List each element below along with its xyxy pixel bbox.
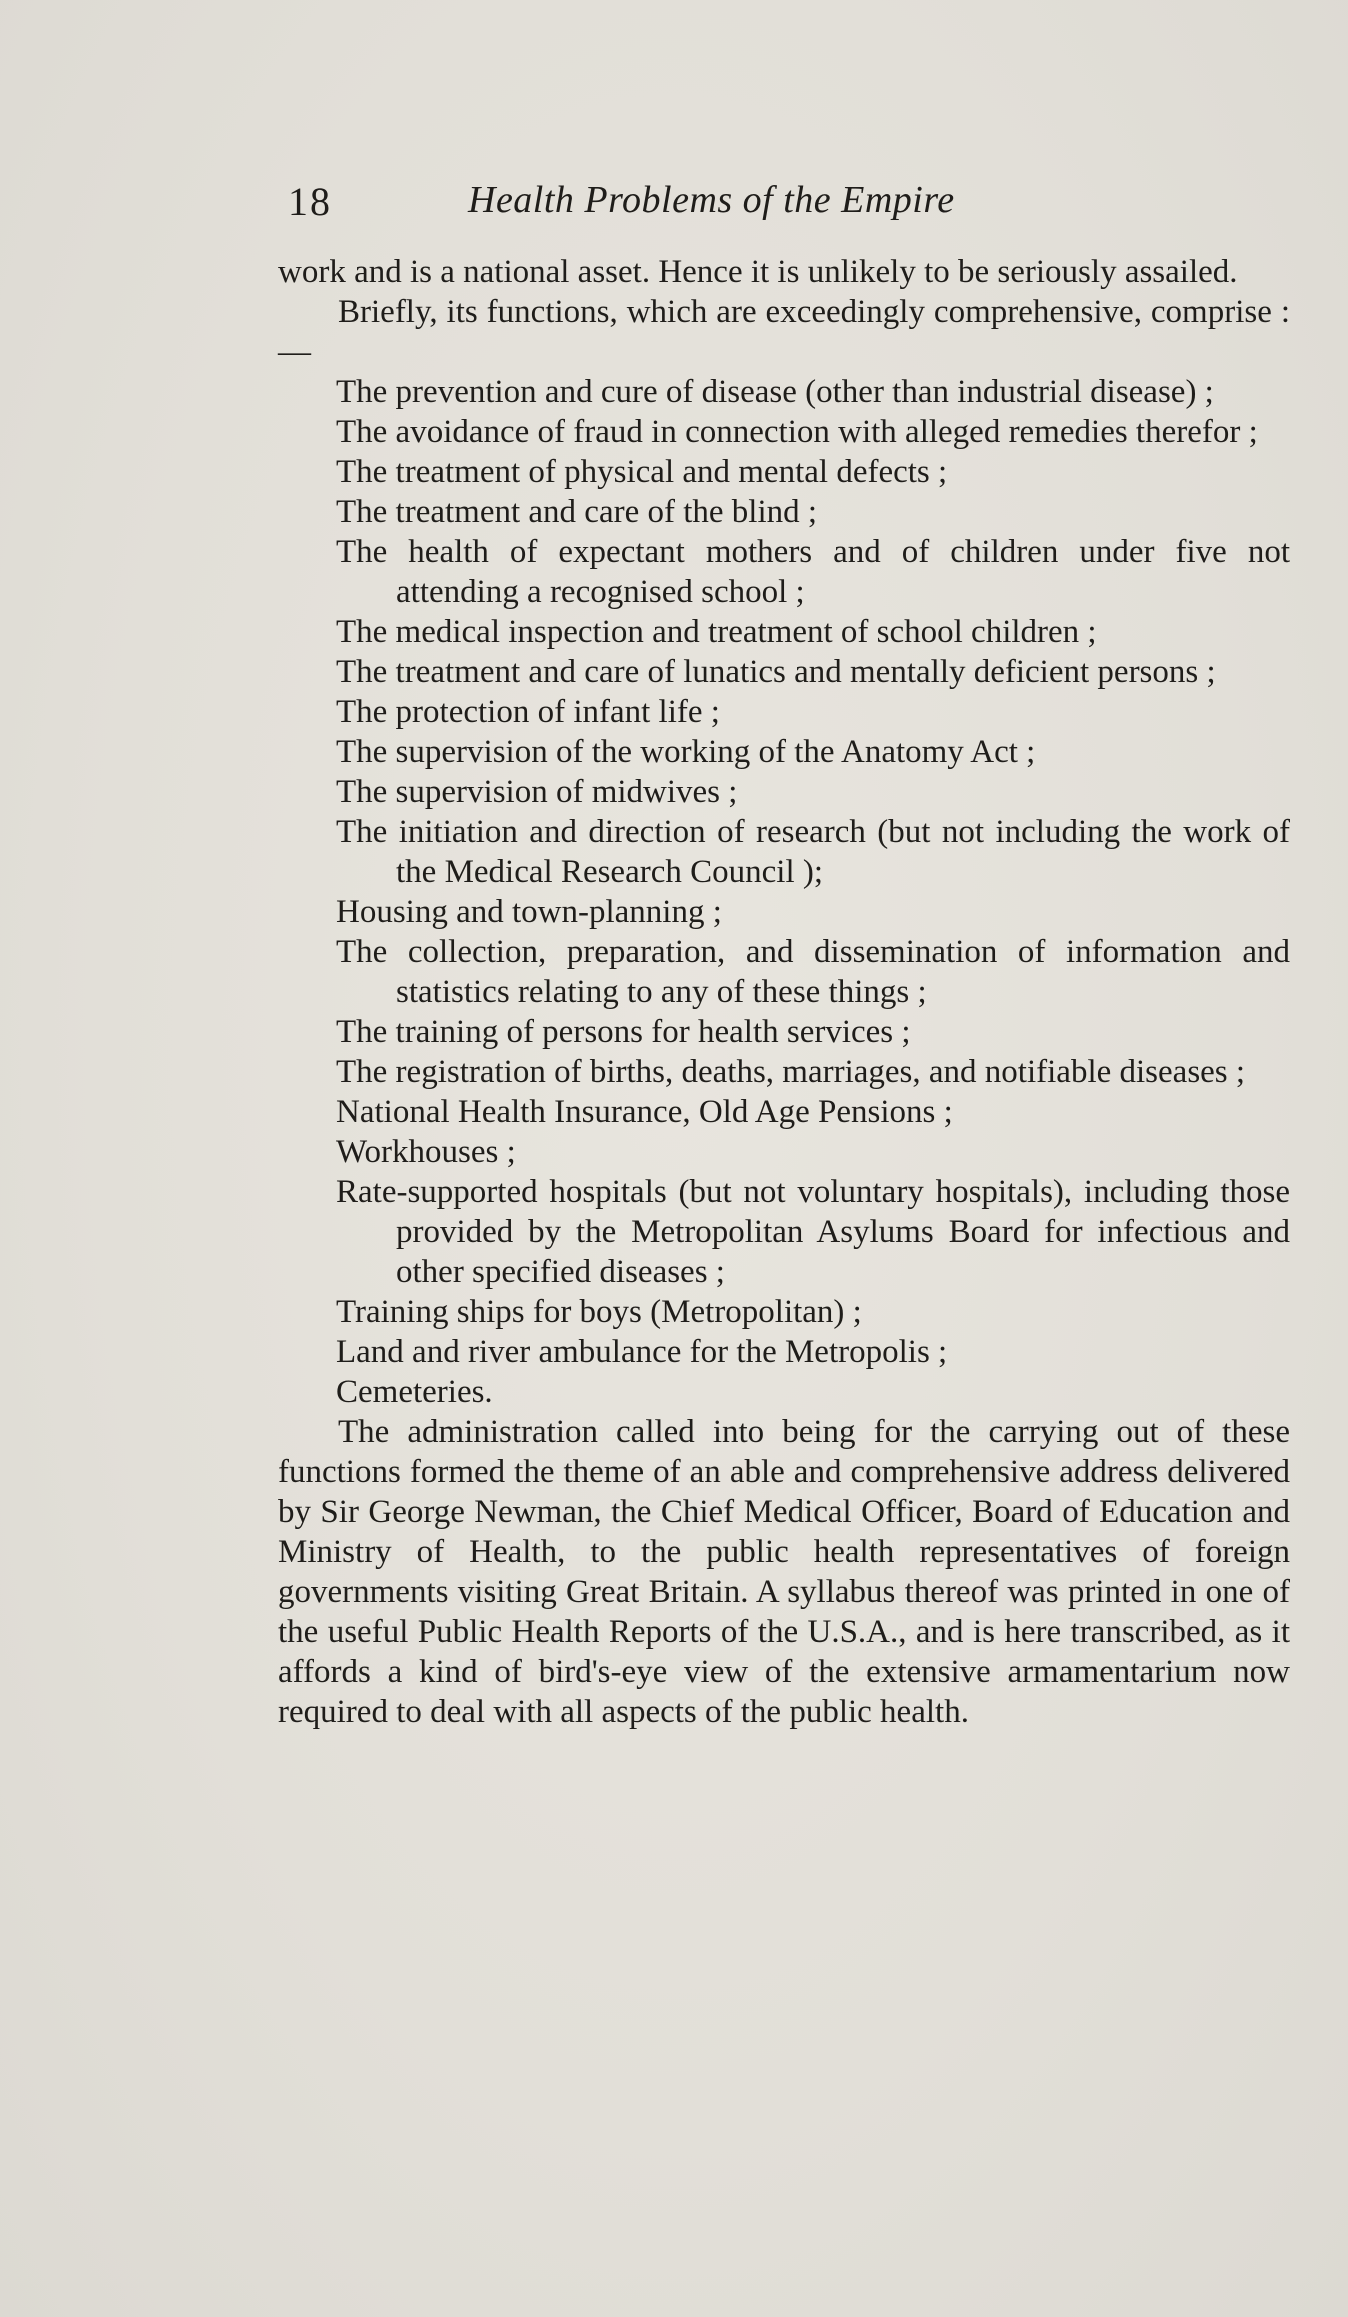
list-item: The registration of births, deaths, marriages, and notifiable diseases ; [336, 1054, 1246, 1090]
list-item: National Health Insurance, Old Age Pensions ; [336, 1094, 953, 1130]
list-item: The avoidance of fraud in connection with alleged remedies therefor ; [336, 414, 1258, 450]
list-item: The prevention and cure of disease (other than industrial disease) ; [336, 374, 1214, 410]
list-item: Land and river ambulance for the Metropolis ; [336, 1334, 948, 1370]
functions-list [278, 372, 1290, 1412]
list-item: Training ships for boys (Metropolitan) ; [336, 1294, 862, 1330]
body-text [278, 252, 1290, 1732]
list-item: The collection, preparation, and dissemination of information and statistics relating to any of these things ; [336, 934, 1290, 1010]
list-item: The training of persons for health services ; [336, 1014, 911, 1050]
list-item: Rate-supported hospitals (but not voluntary hospitals), including those provided by the Metropolitan Asylums Board for infectious and other specified diseases ; [336, 1174, 1290, 1290]
list-item: Workhouses ; [336, 1134, 516, 1170]
running-head [288, 178, 1288, 238]
list-item: Housing and town-planning ; [336, 894, 722, 930]
list-item: The treatment and care of the blind ; [336, 494, 818, 530]
page-number: 18 [288, 179, 332, 224]
running-title: Health Problems of the Empire [468, 179, 955, 221]
list-item: The supervision of the working of the Anatomy Act ; [336, 734, 1036, 770]
list-item: The treatment and care of lunatics and mentally deficient persons ; [336, 654, 1216, 690]
list-item: The supervision of midwives ; [336, 774, 738, 810]
opening-paragraph: work and is a national asset. Hence it is unlikely to be seriously assailed. [278, 254, 1238, 290]
list-item: The protection of infant life ; [336, 694, 720, 730]
list-item: The treatment of physical and mental defects ; [336, 454, 948, 490]
list-item: Cemeteries. [336, 1374, 493, 1410]
list-item: The health of expectant mothers and of children under five not attending a recognised school ; [336, 534, 1290, 610]
list-item: The medical inspection and treatment of school children ; [336, 614, 1097, 650]
list-item: The initiation and direction of research (but not including the work of the Medical Research Council ); [336, 814, 1290, 890]
closing-paragraph: The administration called into being for the carrying out of these functions formed the theme of an able and comprehensive address delivered by Sir George Newman, the Chief Medical Officer, Board of Education and Ministry of Health, to the public health representatives of foreign governments visiting Great Britain. A syllabus thereof was printed in one of the useful Public Health Reports of the U.S.A., and is here transcribed, as it affords a kind of bird's-eye view of the extensive armamentarium now required to deal with all aspects of the public health. [278, 1414, 1290, 1730]
intro-paragraph: Briefly, its functions, which are exceedingly comprehensive, comprise :— [278, 294, 1290, 370]
